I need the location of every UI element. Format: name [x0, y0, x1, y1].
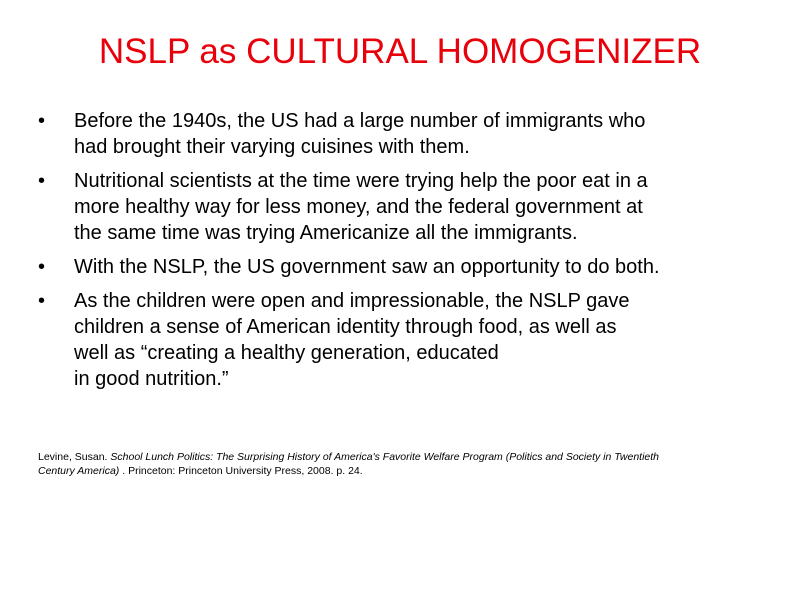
bullet-line: more healthy way for less money, and the federal government at	[74, 196, 643, 218]
bullet-line: Before the 1940s, the US had a large number of immigrants who	[74, 110, 646, 132]
citation-line	[38, 450, 778, 464]
bullet-line: children a sense of American identity through food, as well as	[74, 316, 617, 338]
citation-publication: . Princeton: Princeton University Press, 2008. p. 24.	[119, 465, 363, 477]
bullet-text	[74, 288, 788, 392]
bullet-marker: •	[38, 256, 46, 278]
bullet-text	[74, 254, 788, 280]
bullet-item	[38, 108, 788, 160]
bullet-item	[38, 168, 788, 246]
bullet-marker: •	[38, 290, 46, 312]
bullet-line: had brought their varying cuisines with them.	[74, 136, 470, 158]
citation-work-title: School Lunch Politics: The Surprising History of America's Favorite Welfare Program (Politics and Society in Twentieth	[110, 451, 660, 463]
bullet-line: in good nutrition.”	[74, 368, 229, 390]
bullet-item	[38, 254, 788, 280]
bullet-line: As the children were open and impressionable, the NSLP gave	[74, 290, 630, 312]
citation-work-title: Century America)	[38, 465, 120, 477]
bullet-text	[74, 108, 788, 160]
citation-author: Levine, Susan.	[38, 451, 111, 463]
bullet-marker: •	[38, 170, 46, 192]
bullet-line: With the NSLP, the US government saw an opportunity to do both.	[74, 256, 660, 278]
citation	[38, 450, 778, 478]
bullet-marker: •	[38, 110, 46, 132]
slide-title: NSLP as CULTURAL HOMOGENIZER	[98, 32, 702, 71]
bullet-text	[74, 168, 788, 246]
bullet-line: the same time was trying Americanize all the immigrants.	[74, 222, 578, 244]
bullet-item	[38, 288, 788, 392]
bullet-list	[38, 108, 788, 400]
bullet-line: Nutritional scientists at the time were trying help the poor eat in a	[74, 170, 648, 192]
bullet-line: well as “creating a healthy generation, educated	[74, 342, 499, 364]
citation-line	[38, 464, 778, 478]
